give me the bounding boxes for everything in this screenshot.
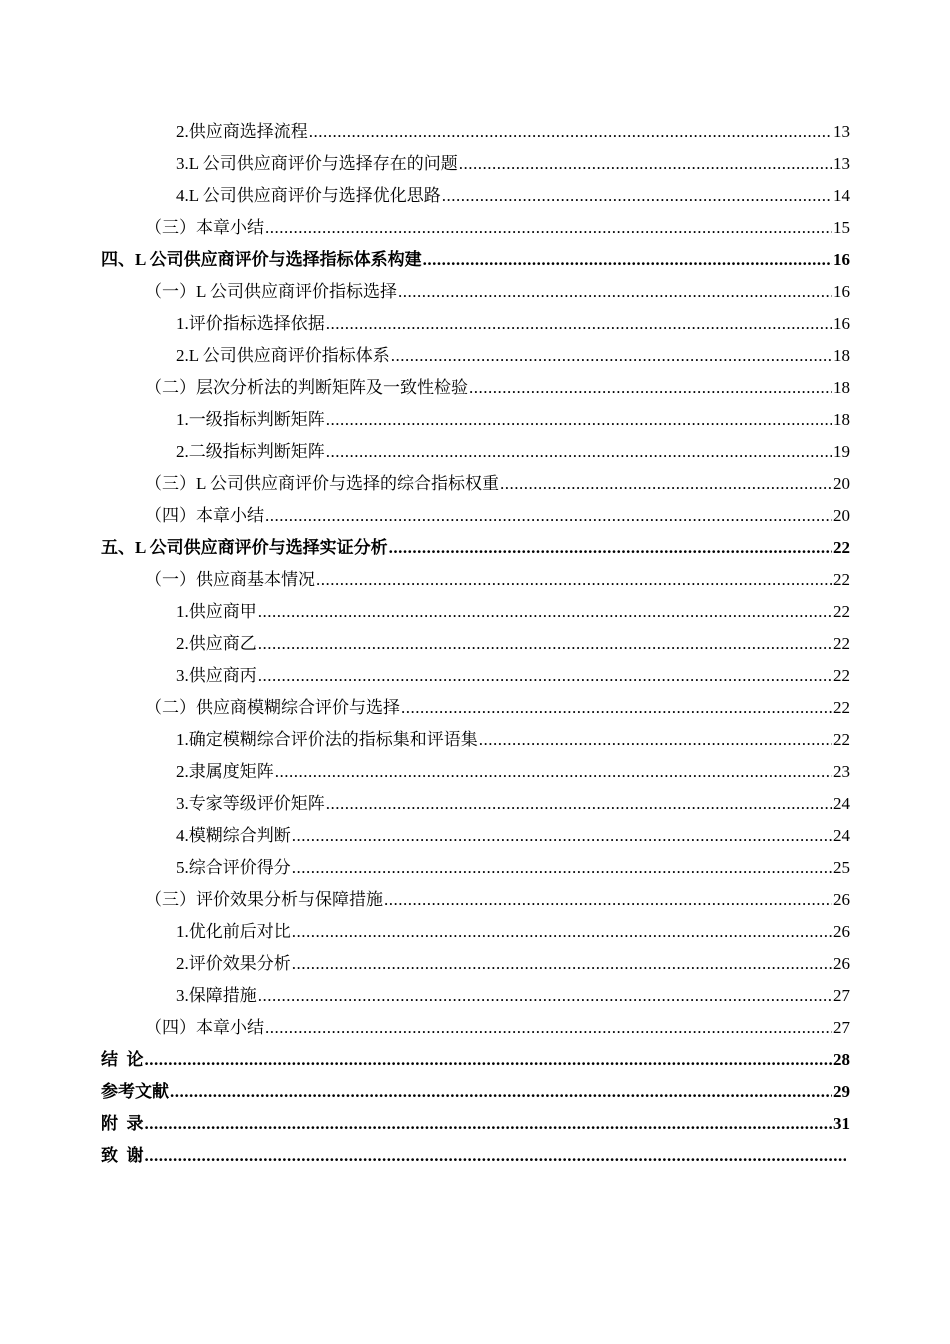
toc-entry-title: （四）本章小结 xyxy=(145,1018,264,1037)
toc-entry[interactable] xyxy=(176,340,850,372)
toc-entry[interactable] xyxy=(176,180,850,212)
toc-entry-title: （三）评价效果分析与保障措施 xyxy=(145,890,383,909)
toc-entry[interactable] xyxy=(176,820,850,852)
toc-entry-title: 五、L 公司供应商评价与选择实证分析 xyxy=(101,538,388,557)
toc-entry-page-number: 27 xyxy=(833,986,850,1005)
toc-entry[interactable] xyxy=(176,852,850,884)
toc-entry-page-number: 16 xyxy=(833,250,850,269)
toc-entry-title: 3.L 公司供应商评价与选择存在的问题 xyxy=(176,154,458,173)
toc-entry-title: 1.一级指标判断矩阵 xyxy=(176,410,325,429)
toc-entry-page-number: 27 xyxy=(833,1018,850,1037)
toc-entry-page-number: 16 xyxy=(833,282,850,301)
toc-leader-dots xyxy=(258,980,832,1012)
toc-entry-title: 2.二级指标判断矩阵 xyxy=(176,442,325,461)
toc-entry-title: 2.评价效果分析 xyxy=(176,954,291,973)
toc-leader-dots xyxy=(401,692,832,724)
toc-entry[interactable] xyxy=(101,532,850,564)
toc-leader-dots xyxy=(384,884,832,916)
toc-entry-page-number: 22 xyxy=(833,634,850,653)
toc-entry[interactable] xyxy=(145,500,850,532)
toc-entry-title: （三）L 公司供应商评价与选择的综合指标权重 xyxy=(145,474,500,493)
toc-entry-title: 附 录 xyxy=(101,1114,144,1133)
toc-entry[interactable] xyxy=(101,1108,850,1140)
toc-entry-page-number: 22 xyxy=(833,666,850,685)
toc-entry-title: 3.保障措施 xyxy=(176,986,257,1005)
toc-entry-title: 四、L 公司供应商评价与选择指标体系构建 xyxy=(101,250,422,269)
toc-entry-title: 5.综合评价得分 xyxy=(176,858,291,877)
toc-leader-dots xyxy=(265,1012,832,1044)
toc-entry-page-number: 18 xyxy=(833,410,850,429)
toc-leader-dots xyxy=(309,116,832,148)
toc-leader-dots xyxy=(389,532,832,564)
toc-leader-dots xyxy=(292,820,832,852)
toc-leader-dots xyxy=(500,468,832,500)
toc-entry-title: （二）层次分析法的判断矩阵及一致性检验 xyxy=(145,378,468,397)
toc-entry-page-number: 26 xyxy=(833,954,850,973)
toc-entry-title: 2.隶属度矩阵 xyxy=(176,762,274,781)
toc-leader-dots xyxy=(316,564,832,596)
toc-entry-title: 1.确定模糊综合评价法的指标集和评语集 xyxy=(176,730,478,749)
toc-leader-dots xyxy=(265,212,832,244)
toc-entry-page-number: 26 xyxy=(833,890,850,909)
toc-entry-page-number: 13 xyxy=(833,122,850,141)
toc-entry[interactable] xyxy=(145,692,850,724)
toc-entry-title: 结 论 xyxy=(101,1050,144,1069)
toc-entry[interactable] xyxy=(145,1012,850,1044)
toc-entry-page-number: 31 xyxy=(833,1114,850,1133)
toc-leader-dots xyxy=(265,500,832,532)
toc-entry[interactable] xyxy=(145,276,850,308)
toc-entry-page-number: 14 xyxy=(833,186,850,205)
toc-leader-dots xyxy=(423,244,832,276)
toc-leader-dots xyxy=(292,852,832,884)
toc-leader-dots xyxy=(326,308,832,340)
toc-entry[interactable] xyxy=(145,212,850,244)
toc-leader-dots xyxy=(326,404,832,436)
toc-entry[interactable] xyxy=(145,468,850,500)
toc-entry-page-number: 18 xyxy=(833,378,850,397)
toc-entry[interactable] xyxy=(176,596,850,628)
toc-entry[interactable] xyxy=(101,244,850,276)
toc-entry-page-number: 28 xyxy=(833,1050,850,1069)
toc-entry-page-number: 15 xyxy=(833,218,850,237)
toc-leader-dots xyxy=(469,372,832,404)
toc-entry-title: 3.供应商丙 xyxy=(176,666,257,685)
toc-entry-title: 参考文献 xyxy=(101,1082,169,1101)
toc-entry[interactable] xyxy=(176,788,850,820)
toc-entry-page-number: 22 xyxy=(833,730,850,749)
toc-entry[interactable] xyxy=(145,564,850,596)
toc-leader-dots xyxy=(292,916,832,948)
toc-entry-title: 4.L 公司供应商评价与选择优化思路 xyxy=(176,186,441,205)
toc-entry[interactable] xyxy=(176,404,850,436)
toc-entry[interactable] xyxy=(176,980,850,1012)
toc-leader-dots xyxy=(326,436,832,468)
toc-entry-title: 1.供应商甲 xyxy=(176,602,257,621)
toc-entry-title: （三）本章小结 xyxy=(145,218,264,237)
toc-entry-title: （二）供应商模糊综合评价与选择 xyxy=(145,698,400,717)
toc-entry[interactable] xyxy=(101,1044,850,1076)
table-of-contents xyxy=(0,116,950,1172)
toc-entry-title: 2.供应商乙 xyxy=(176,634,257,653)
toc-leader-dots xyxy=(145,1140,847,1172)
toc-entry[interactable] xyxy=(176,948,850,980)
toc-leader-dots xyxy=(326,788,832,820)
toc-entry-title: 3.专家等级评价矩阵 xyxy=(176,794,325,813)
toc-entry-title: 致 谢 xyxy=(101,1146,144,1165)
toc-leader-dots xyxy=(459,148,832,180)
toc-entry-page-number: 18 xyxy=(833,346,850,365)
toc-entry-page-number: 19 xyxy=(833,442,850,461)
toc-leader-dots xyxy=(145,1044,833,1076)
toc-entry-page-number: 20 xyxy=(833,474,850,493)
toc-entry-page-number: 22 xyxy=(833,602,850,621)
toc-entry-page-number: 24 xyxy=(833,794,850,813)
toc-entry[interactable] xyxy=(176,916,850,948)
toc-leader-dots xyxy=(258,660,832,692)
toc-entry-title: 2.L 公司供应商评价指标体系 xyxy=(176,346,390,365)
toc-entry-page-number: 22 xyxy=(833,698,850,717)
toc-entry[interactable] xyxy=(176,660,850,692)
toc-entry-page-number: 23 xyxy=(833,762,850,781)
toc-entry-page-number: 13 xyxy=(833,154,850,173)
toc-leader-dots xyxy=(170,1076,832,1108)
toc-entry[interactable] xyxy=(145,372,850,404)
toc-leader-dots xyxy=(442,180,832,212)
toc-entry-title: 1.优化前后对比 xyxy=(176,922,291,941)
toc-entry[interactable] xyxy=(176,116,850,148)
toc-entry-page-number: 16 xyxy=(833,314,850,333)
toc-entry-page-number: 22 xyxy=(833,538,850,557)
toc-entry[interactable] xyxy=(176,436,850,468)
toc-leader-dots xyxy=(275,756,832,788)
toc-leader-dots xyxy=(145,1108,833,1140)
toc-entry[interactable] xyxy=(176,756,850,788)
toc-entry-title: 4.模糊综合判断 xyxy=(176,826,291,845)
toc-entry-title: （一）L 公司供应商评价指标选择 xyxy=(145,282,398,301)
toc-entry[interactable] xyxy=(176,724,850,756)
toc-entry-page-number: 20 xyxy=(833,506,850,525)
toc-entry-title: （一）供应商基本情况 xyxy=(145,570,315,589)
toc-entry[interactable] xyxy=(176,628,850,660)
toc-entry-page-number: 29 xyxy=(833,1082,850,1101)
toc-leader-dots xyxy=(391,340,832,372)
toc-entry-page-number: 22 xyxy=(833,570,850,589)
toc-entry-title: 2.供应商选择流程 xyxy=(176,122,308,141)
toc-entry[interactable] xyxy=(145,884,850,916)
toc-entry[interactable] xyxy=(101,1076,850,1108)
toc-leader-dots xyxy=(258,628,832,660)
toc-entry-title: 1.评价指标选择依据 xyxy=(176,314,325,333)
toc-leader-dots xyxy=(258,596,832,628)
toc-entry[interactable] xyxy=(176,308,850,340)
toc-entry-page-number: 26 xyxy=(833,922,850,941)
toc-leader-dots xyxy=(398,276,832,308)
toc-entry[interactable] xyxy=(176,148,850,180)
toc-entry[interactable] xyxy=(101,1140,847,1172)
toc-entry-title: （四）本章小结 xyxy=(145,506,264,525)
toc-entry-page-number: 24 xyxy=(833,826,850,845)
toc-entry-page-number: 25 xyxy=(833,858,850,877)
toc-leader-dots xyxy=(292,948,832,980)
toc-leader-dots xyxy=(479,724,832,756)
